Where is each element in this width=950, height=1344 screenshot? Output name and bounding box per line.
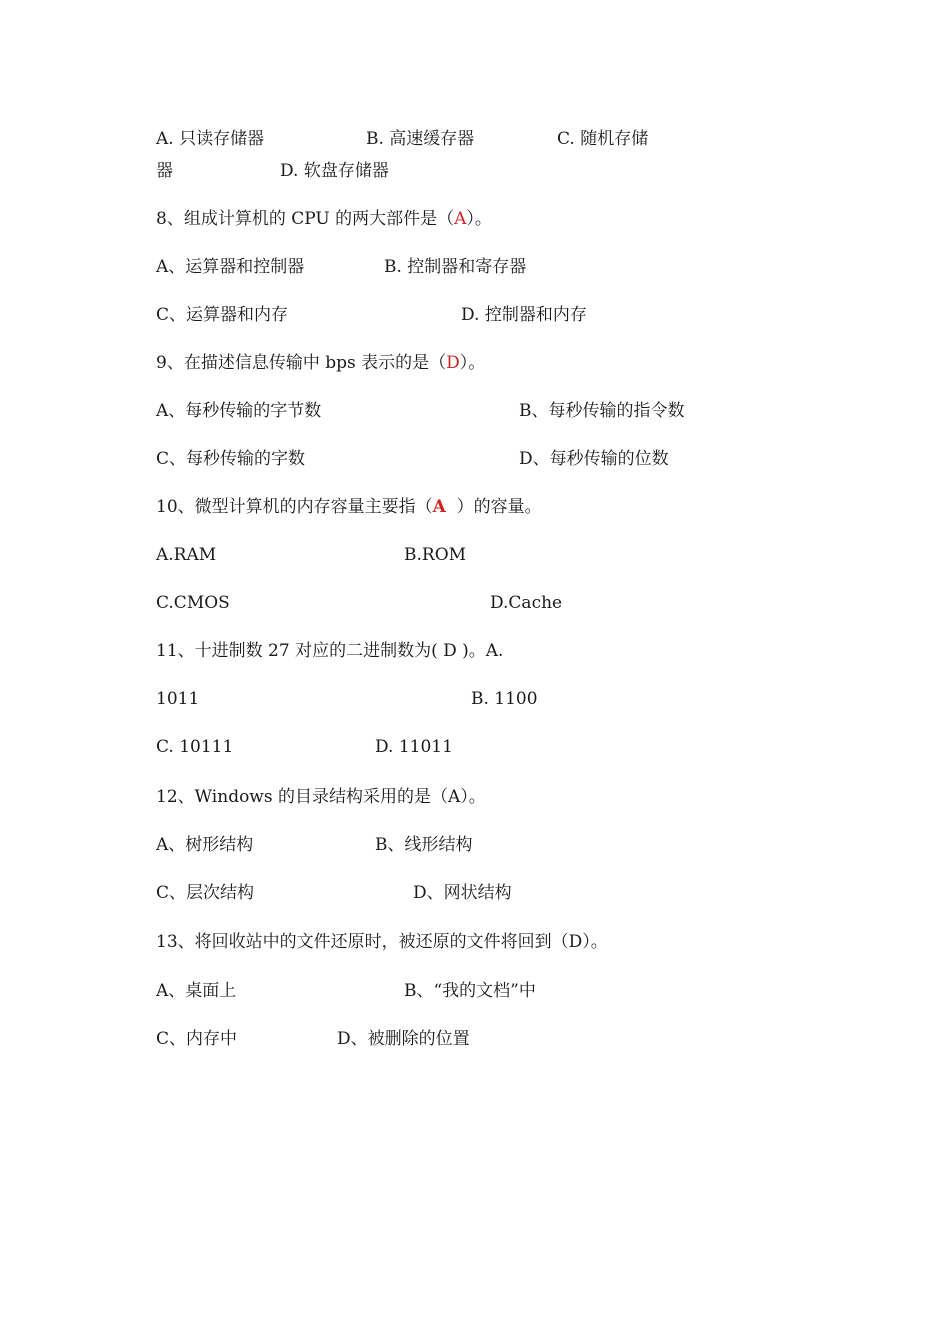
q8-option-b: B. 控制器和寄存器 — [384, 257, 527, 277]
q11-option-a: 1011 — [156, 689, 200, 709]
q9-stem-pre: 9、在描述信息传输中 bps 表示的是（ — [156, 353, 447, 373]
q8-stem-post: ）。 — [466, 209, 492, 229]
q13-stem: 13、将回收站中的文件还原时，被还原的文件将回到（D）。 — [156, 932, 608, 952]
q10-stem-post: ）的容量。 — [445, 497, 542, 517]
q13-option-b: B、“我的文档”中 — [404, 981, 536, 1001]
q10-option-c: C.CMOS — [156, 593, 230, 613]
q11-option-b: B. 1100 — [471, 689, 538, 709]
q10-stem — [156, 496, 542, 518]
q7-option-c-continued: 器 — [156, 161, 173, 181]
q8-stem — [156, 208, 492, 230]
q8-option-c: C、运算器和内存 — [156, 305, 289, 325]
q12-option-a: A、树形结构 — [156, 835, 254, 855]
q9-option-a: A、每秒传输的字节数 — [156, 401, 322, 421]
q12-option-d: D、网状结构 — [413, 883, 512, 903]
q12-option-c: C、层次结构 — [156, 883, 255, 903]
q10-answer: A — [432, 497, 446, 517]
q12-stem: 12、Windows 的目录结构采用的是（A）。 — [156, 787, 486, 807]
q10-option-b: B.ROM — [404, 545, 467, 565]
q9-stem-post: ）。 — [459, 353, 486, 373]
q7-option-c: C. 随机存储 — [557, 129, 649, 149]
q9-answer: D — [446, 353, 460, 373]
q11-option-d: D. 11011 — [375, 737, 453, 757]
q13-option-c: C、内存中 — [156, 1029, 238, 1049]
q8-answer: A — [454, 209, 467, 229]
q10-stem-pre: 10、微型计算机的内存容量主要指（ — [156, 497, 433, 517]
q7-option-d: D. 软盘存储器 — [280, 161, 389, 181]
q7-option-b: B. 高速缓存器 — [366, 129, 475, 149]
q10-option-a: A.RAM — [156, 545, 217, 565]
q8-option-a: A、运算器和控制器 — [156, 257, 305, 277]
q9-option-b: B、每秒传输的指令数 — [519, 401, 685, 421]
q10-option-d: D.Cache — [490, 593, 563, 613]
q9-option-c: C、每秒传输的字数 — [156, 449, 306, 469]
q12-option-b: B、线形结构 — [375, 835, 473, 855]
q8-stem-pre: 8、组成计算机的 CPU 的两大部件是（ — [156, 209, 455, 229]
q11-stem: 11、十进制数 27 对应的二进制数为( D )。A. — [156, 641, 504, 661]
q13-option-a: A、桌面上 — [156, 981, 237, 1001]
q7-option-a: A. 只读存储器 — [156, 129, 265, 149]
q9-stem — [156, 352, 485, 374]
q13-option-d: D、被删除的位置 — [337, 1029, 470, 1049]
q8-option-d: D. 控制器和内存 — [461, 305, 587, 325]
q9-option-d: D、每秒传输的位数 — [519, 449, 669, 469]
q11-option-c: C. 10111 — [156, 737, 234, 757]
